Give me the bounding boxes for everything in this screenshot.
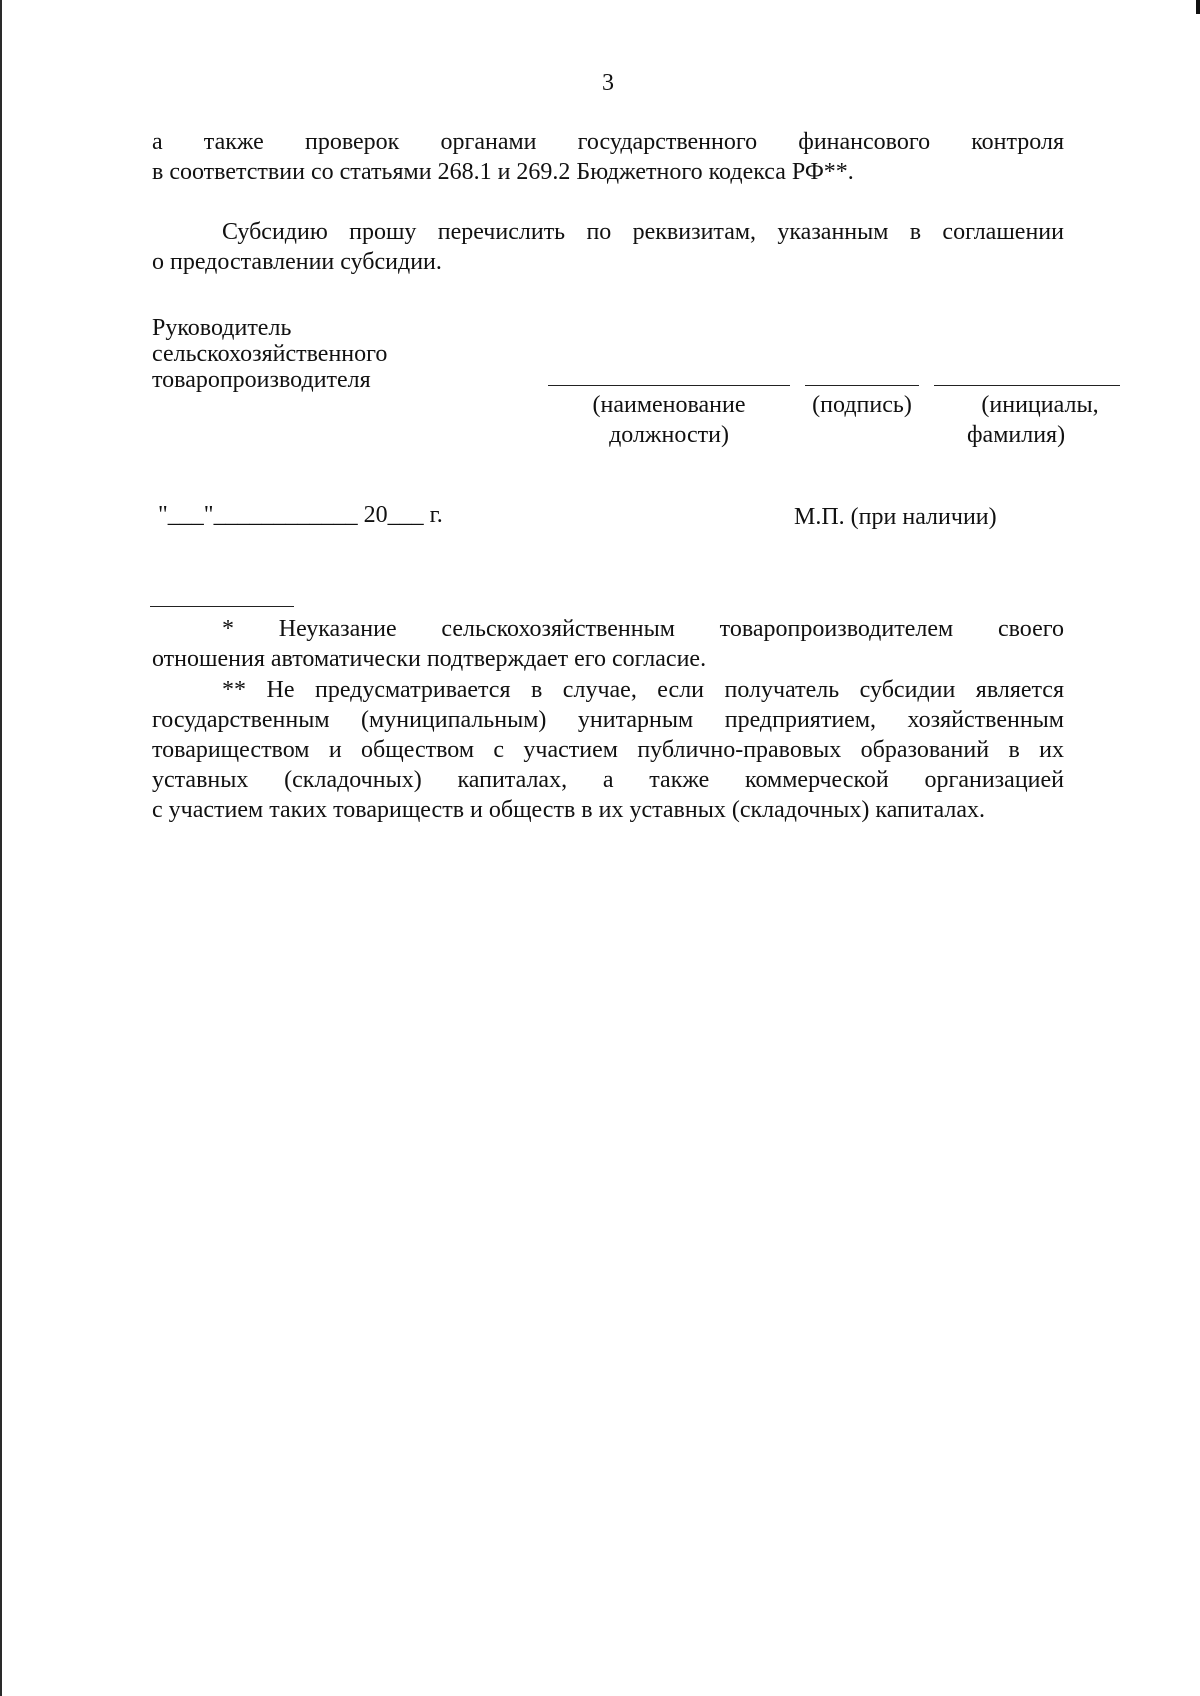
footnote-2-line-5: с участием таких товариществ и обществ в их уставных (складочных) капиталах. <box>152 797 985 823</box>
footnote-2-line-4: уставных (складочных) капиталах, а также коммерческой организацией <box>152 767 1064 793</box>
paragraph-2-line-1: Субсидию прошу перечислить по реквизитам, указанным в соглашении <box>222 219 1064 245</box>
footnote-1-line-1: * Неуказание сельскохозяйственным товаропроизводителем своего <box>222 616 1064 642</box>
signatory-line-1: Руководитель <box>152 315 292 341</box>
footnote-2-line-1: ** Не предусматривается в случае, если получатель субсидии является <box>222 677 1064 703</box>
signature-label: (подпись) <box>812 392 912 418</box>
footnote-2-line-3: товариществом и обществом с участием публично-правовых образований в их <box>152 737 1064 763</box>
paragraph-1-line-1: а также проверок органами государственного финансового контроля <box>152 129 1064 155</box>
footnote-separator <box>150 606 294 607</box>
date-line: "___"____________ 20___ г. <box>158 502 443 528</box>
paragraph-1-line-2: в соответствии со статьями 268.1 и 269.2 Бюджетного кодекса РФ**. <box>152 159 854 185</box>
footnote-2-line-2: государственным (муниципальным) унитарным предприятием, хозяйственным <box>152 707 1064 733</box>
position-label-line-1: (наименование <box>592 392 746 418</box>
position-label-line-2: должности) <box>609 422 729 448</box>
signatory-line-2: сельскохозяйственного <box>152 341 388 367</box>
page-number: 3 <box>602 70 614 96</box>
paragraph-2-line-2: о предоставлении субсидии. <box>152 249 442 275</box>
signature-line <box>805 385 919 386</box>
scan-mark <box>1196 0 1200 14</box>
scan-edge <box>0 0 2 1696</box>
footnote-1-line-2: отношения автоматически подтверждает его согласие. <box>152 646 707 672</box>
position-line <box>548 385 790 386</box>
name-line <box>934 385 1120 386</box>
signatory-line-3: товаропроизводителя <box>152 367 371 393</box>
name-label-line-1: (инициалы, <box>981 392 1099 418</box>
name-label-line-2: фамилия) <box>967 422 1066 448</box>
stamp-note: М.П. (при наличии) <box>794 504 997 530</box>
